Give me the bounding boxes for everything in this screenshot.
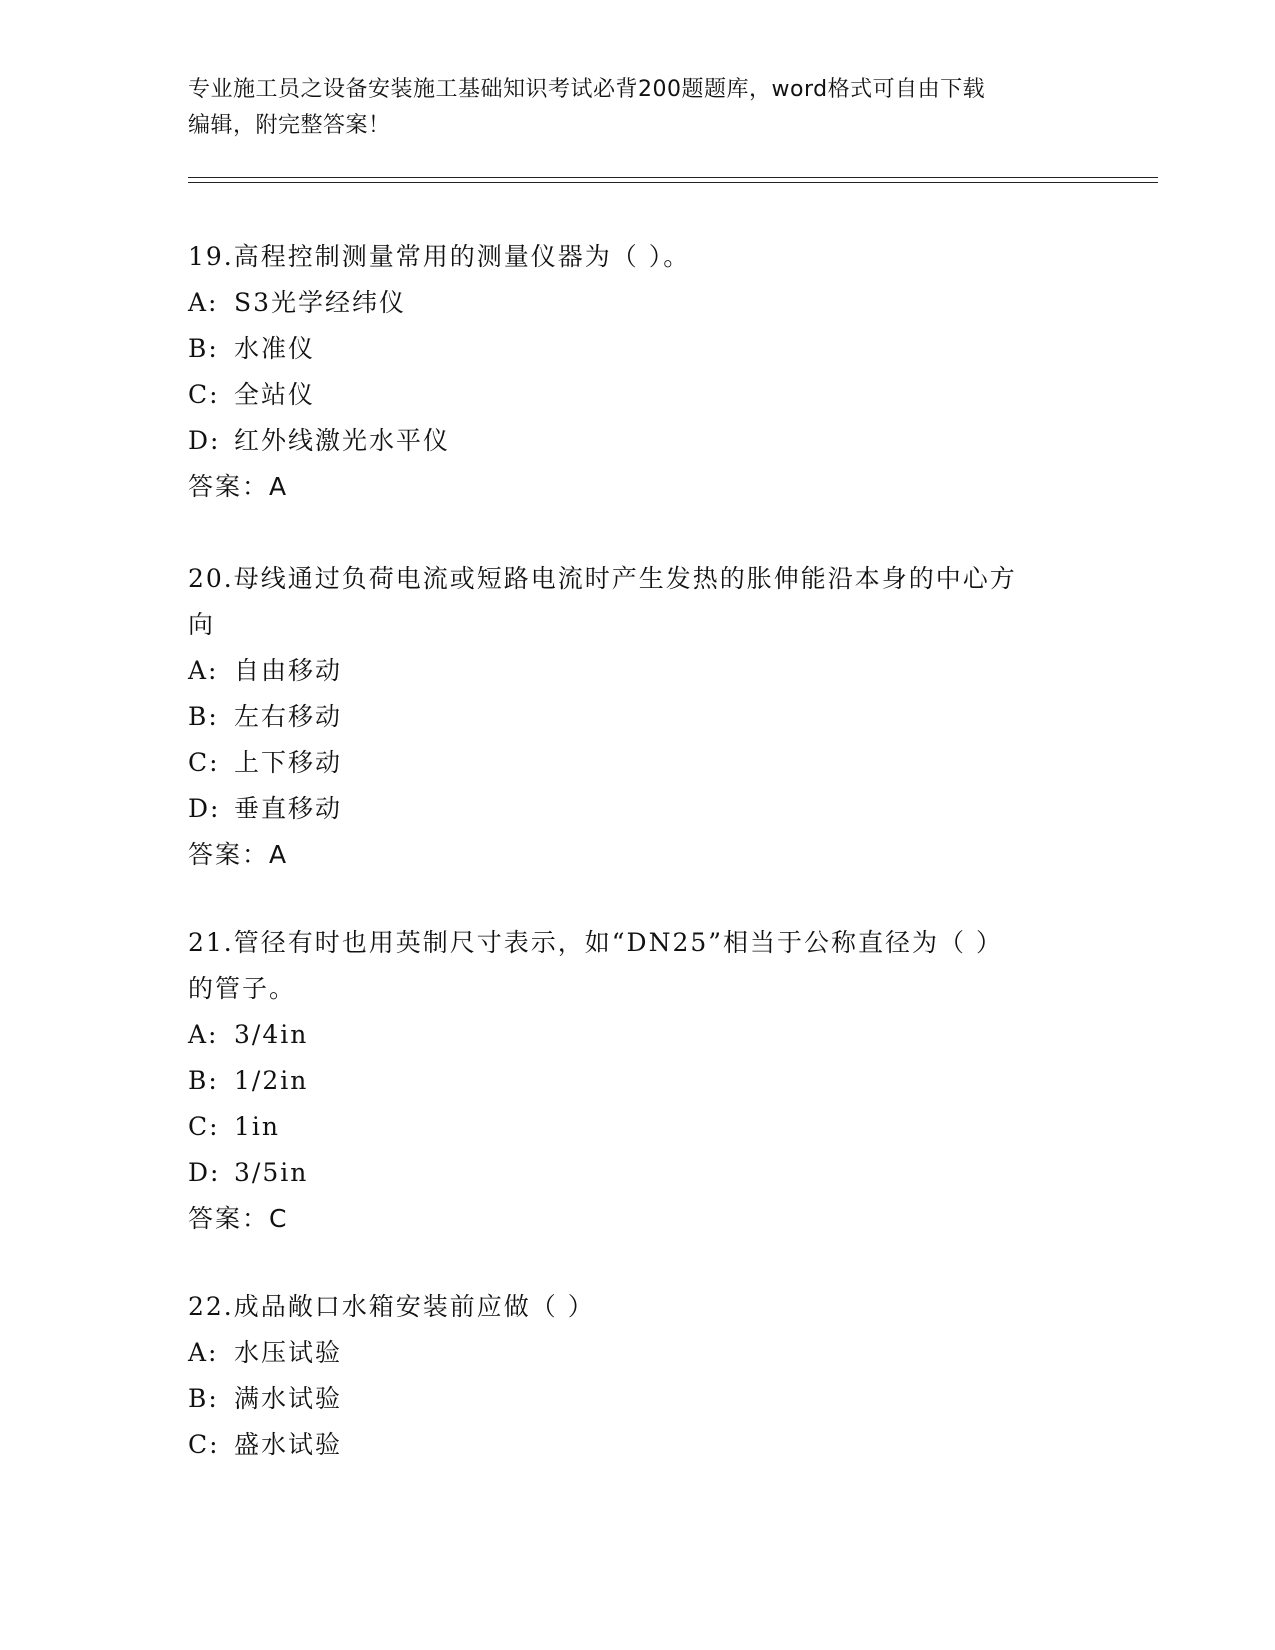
- option-b: [188, 1376, 1088, 1422]
- option-text: 1/2in: [234, 1066, 309, 1095]
- option-key: C:: [188, 1430, 220, 1459]
- option-text: 垂直移动: [234, 794, 343, 823]
- answer-line: 答案：A: [188, 840, 289, 869]
- option-d: [188, 786, 1088, 832]
- option-text: 3/5in: [234, 1158, 309, 1187]
- question-22: [188, 1284, 1088, 1468]
- question-20: [188, 556, 1088, 878]
- option-key: D:: [188, 794, 221, 823]
- header-line-1: 专业施工员之设备安装施工基础知识考试必背200题题库，word格式可自由下载: [188, 77, 986, 102]
- option-text: 盛水试验: [234, 1430, 343, 1459]
- option-text: 上下移动: [234, 748, 343, 777]
- answer-line: 答案：C: [188, 1204, 289, 1233]
- option-key: B:: [188, 1066, 219, 1095]
- option-key: C:: [188, 748, 220, 777]
- option-key: A:: [188, 1020, 219, 1049]
- question-stem-continued: 向: [188, 610, 216, 639]
- option-a: [188, 280, 1088, 326]
- option-text: 满水试验: [234, 1384, 343, 1413]
- option-text: 自由移动: [234, 656, 343, 685]
- option-text: 全站仪: [234, 380, 316, 409]
- option-key: A:: [188, 656, 219, 685]
- option-text: 1in: [234, 1112, 281, 1141]
- answer-line: 答案：A: [188, 472, 289, 501]
- question-stem: 20.母线通过负荷电流或短路电流时产生发热的胀伸能沿本身的中心方: [188, 564, 1017, 593]
- question-21: [188, 920, 1088, 1242]
- option-c: [188, 372, 1088, 418]
- option-c: [188, 1104, 1088, 1150]
- question-stem: 21.管径有时也用英制尺寸表示，如“DN25”相当于公称直径为（ ）: [188, 928, 1003, 957]
- document-header: [188, 72, 1088, 144]
- option-c: [188, 1422, 1088, 1468]
- header-divider-bottom: [188, 182, 1158, 183]
- option-key: A:: [188, 1338, 219, 1367]
- option-key: B:: [188, 1384, 219, 1413]
- option-key: A:: [188, 288, 219, 317]
- option-key: D:: [188, 1158, 221, 1187]
- option-text: 红外线激光水平仪: [234, 426, 451, 455]
- option-key: C:: [188, 380, 220, 409]
- question-stem: 22.成品敞口水箱安装前应做（ ）: [188, 1292, 595, 1321]
- option-b: [188, 694, 1088, 740]
- option-c: [188, 740, 1088, 786]
- option-text: 左右移动: [234, 702, 343, 731]
- option-text: 3/4in: [234, 1020, 309, 1049]
- option-key: B:: [188, 702, 219, 731]
- header-divider-top: [188, 177, 1158, 178]
- option-b: [188, 1058, 1088, 1104]
- option-key: C:: [188, 1112, 220, 1141]
- option-a: [188, 1330, 1088, 1376]
- option-key: B:: [188, 334, 219, 363]
- option-key: D:: [188, 426, 221, 455]
- option-text: S3光学经纬仪: [234, 288, 407, 317]
- option-text: 水准仪: [234, 334, 316, 363]
- question-stem-continued: 的管子。: [188, 974, 297, 1003]
- option-d: [188, 418, 1088, 464]
- option-text: 水压试验: [234, 1338, 343, 1367]
- option-a: [188, 1012, 1088, 1058]
- question-19: [188, 234, 1088, 510]
- option-d: [188, 1150, 1088, 1196]
- question-stem: 19.高程控制测量常用的测量仪器为（ ）。: [188, 242, 691, 271]
- option-b: [188, 326, 1088, 372]
- option-a: [188, 648, 1088, 694]
- header-line-2: 编辑，附完整答案！: [188, 113, 391, 138]
